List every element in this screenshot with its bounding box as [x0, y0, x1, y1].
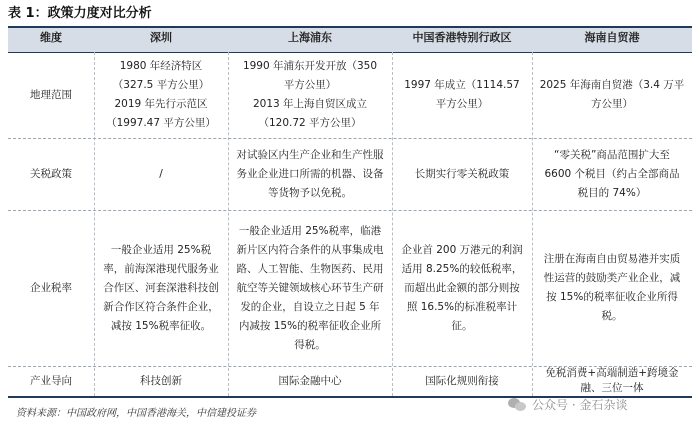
table-title: 表 1：政策力度对比分析: [8, 6, 152, 21]
geography-shenzhen: 1980 年经济特区（327.5 平方公里） 2019 年先行示范区（1997.47 平方公里）: [106, 60, 216, 129]
header-hainan: 海南自贸港: [584, 31, 640, 44]
row-label-tariff: 关税政策: [30, 167, 72, 180]
wechat-icon: [508, 398, 526, 412]
policy-comparison-table: [8, 26, 692, 396]
tariff-hainan: “零关税”商品范围扩大至 6600 个税目（约占全部商品税目的 74%）: [544, 148, 680, 199]
industry-hongkong: 国际化规则衔接: [425, 374, 499, 387]
tax-hainan: 注册在海南自由贸易港并实质性运营的鼓励类产业企业，减按 15%的税率征收企业所得税。: [543, 253, 681, 322]
header-pudong: 上海浦东: [288, 31, 332, 44]
header-hongkong: 中国香港特别行政区: [412, 31, 512, 44]
row-label-industry: 产业导向: [30, 374, 72, 387]
tariff-hongkong: 长期实行零关税政策: [414, 167, 510, 180]
geography-hongkong: 1997 年成立（1114.57 平方公里）: [404, 79, 520, 110]
tax-shenzhen: 一般企业适用 25%税率，前海深港现代服务业合作区、河套深港科技创新合作区符合条件企业，减按 15%税率征收。: [103, 243, 219, 332]
header-shenzhen: 深圳: [150, 31, 172, 44]
geography-pudong: 1990 年浦东开发开放（350 平方公里） 2013 年上海自贸区成立（120.72 平方公里）: [242, 60, 378, 129]
source-note: 资料来源：中国政府网，中国香港海关，中信建投证券: [16, 408, 256, 419]
tax-hongkong: 企业首 200 万港元的利润适用 8.25%的较低税率，而超出此金额的部分则按照 16.5%的标准税率计征。: [401, 243, 523, 332]
row-label-corporate-tax: 企业税率: [30, 281, 72, 294]
tariff-shenzhen: /: [159, 167, 163, 180]
geography-hainan: 2025 年海南自贸港（3.4 万平方公里）: [539, 79, 685, 110]
industry-pudong: 国际金融中心: [278, 374, 342, 387]
industry-shenzhen: 科技创新: [140, 374, 182, 387]
watermark: [508, 396, 627, 413]
header-dimension: 维度: [40, 31, 62, 44]
watermark-text: 公众号 · 金石杂谈: [532, 398, 628, 412]
tax-pudong: 一般企业适用 25%税率，临港新片区内符合条件的从事集成电路、人工智能、生物医药、民用航空等关键领域核心环节生产研发的企业，自设立之日起 5 年内减按 15%的税率征收企业所得税。: [236, 224, 384, 351]
row-label-geography: 地理范围: [30, 88, 72, 101]
industry-hainan: 免税消费+高端制造+跨境金融、三位一体: [545, 367, 679, 394]
tariff-pudong: 对试验区内生产企业和生产性服务业企业进口所需的机器、设备等货物予以免税。: [236, 148, 384, 199]
